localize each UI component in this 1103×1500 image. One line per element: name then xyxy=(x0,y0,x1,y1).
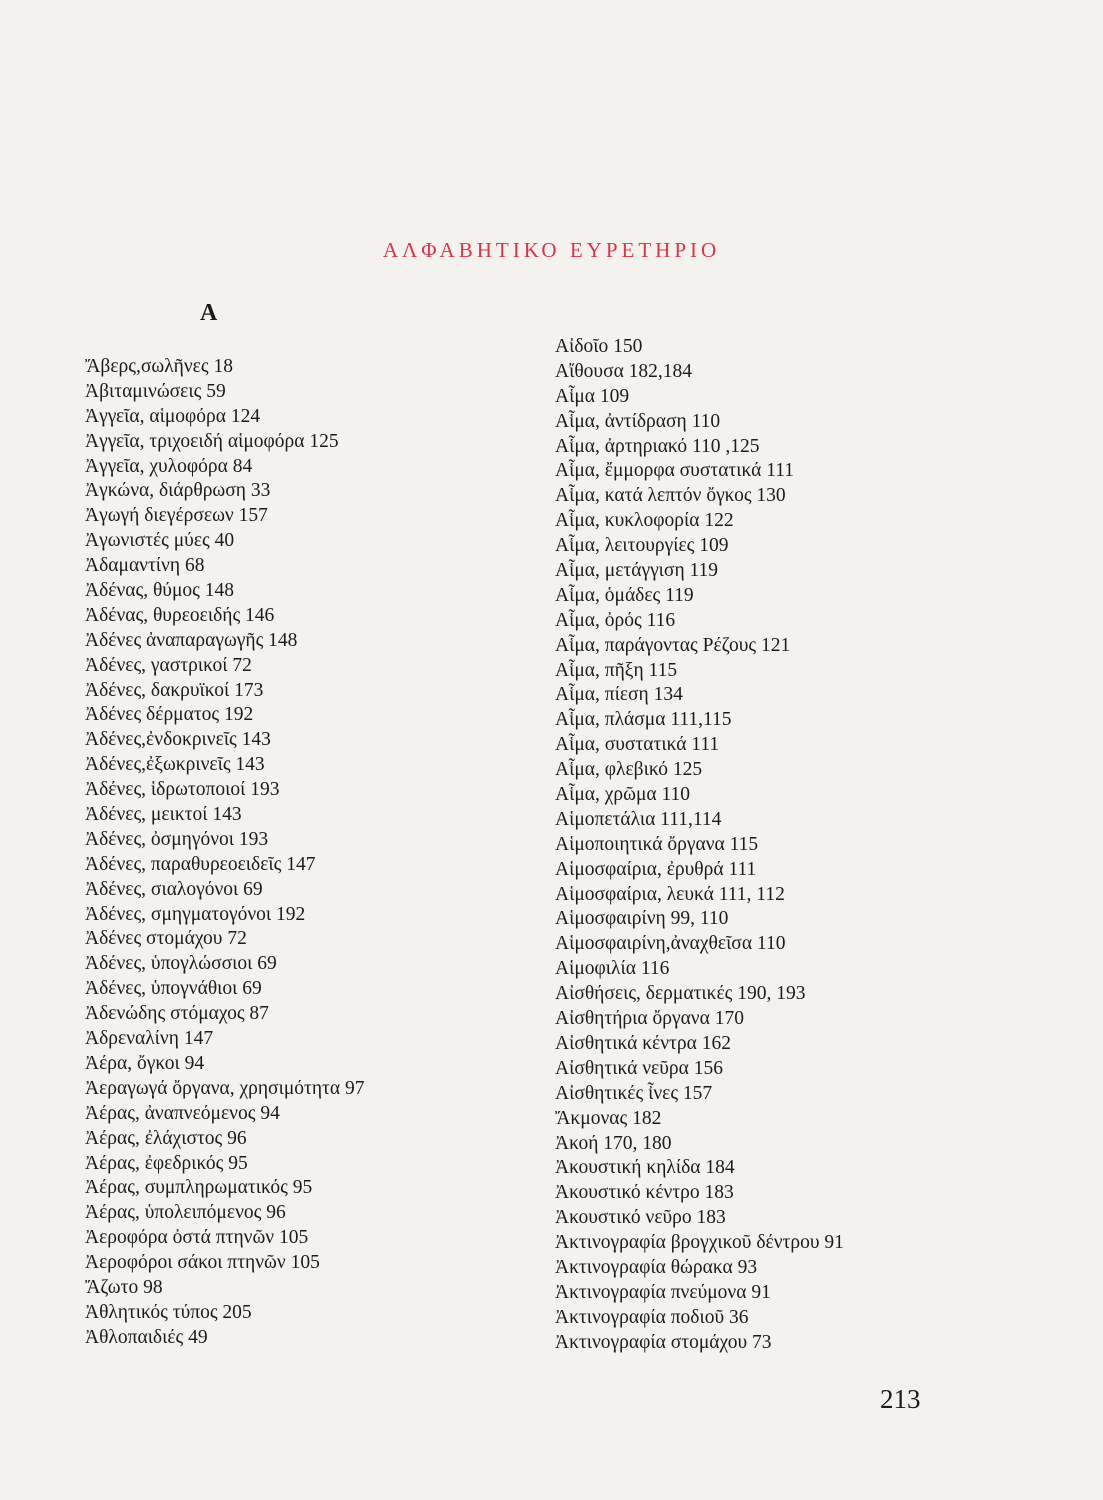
index-entry: Ἄκμονας 182 xyxy=(555,1107,662,1129)
index-entry: Ἀκτινογραφία στομάχου 73 xyxy=(555,1331,772,1353)
index-entry: Αἱμοπετάλια 111,114 xyxy=(555,808,722,830)
index-title: ΑΛΦΑΒΗΤΙΚΟ ΕΥΡΕΤΗΡΙΟ xyxy=(382,238,721,263)
index-entry: Ἀκουστικό κέντρο 183 xyxy=(555,1182,734,1204)
index-entry: Ἀεροφόροι σάκοι πτηνῶν 105 xyxy=(85,1252,320,1274)
index-entry: Αἷμα, παράγοντας Ρέζους 121 xyxy=(555,634,791,656)
index-entry: Αἷμα, συστατικά 111 xyxy=(555,734,720,756)
index-entry: Αἷμα, ἀντίδραση 110 xyxy=(555,410,721,432)
index-entry: Ἀθλητικός τύπος 205 xyxy=(85,1301,252,1323)
index-entry: Ἀδενώδης στόμαχος 87 xyxy=(85,1003,269,1025)
index-entry: Ἀγγεῖα, τριχοειδή αἱμοφόρα 125 xyxy=(85,430,339,452)
index-entry: Αἷμα, πλάσμα 111,115 xyxy=(555,709,732,731)
index-column-left xyxy=(85,355,364,1351)
page-number: 213 xyxy=(880,1384,921,1414)
index-entry: Ἀγγεῖα, χυλοφόρα 84 xyxy=(85,455,253,477)
index-entry: Αἰδοῖο 150 xyxy=(555,336,643,357)
index-entry: Ἀδένες, ὑπογνάθιοι 69 xyxy=(85,978,262,1000)
index-entry: Αἷμα, χρῶμα 110 xyxy=(555,784,691,806)
index-entry: Ἀδαμαντίνη 68 xyxy=(85,555,205,577)
index-column-right xyxy=(555,335,844,1356)
index-entry: Ἀδένες δέρματος 192 xyxy=(85,704,254,726)
index-entry: Αἷμα, μετάγγιση 119 xyxy=(555,560,719,582)
index-entry: Ἀδένες, ὑπογλώσσιοι 69 xyxy=(85,953,277,975)
index-entry: Ἀδένες, σιαλογόνοι 69 xyxy=(85,878,263,900)
index-entry: Ἀκτινογραφία πνεύμονα 91 xyxy=(555,1281,771,1303)
index-entry: Αἴθουσα 182,184 xyxy=(555,360,693,382)
index-entry: Ἀθλοπαιδιές 49 xyxy=(85,1326,208,1348)
index-entry: Ἀέρας, ἐλάχιστος 96 xyxy=(85,1127,247,1149)
index-entry: Ἄζωτο 98 xyxy=(85,1276,163,1298)
index-entry: Αἱμοσφαιρίνη 99, 110 xyxy=(555,908,729,930)
index-entry: Ἀδένες,ἐνδοκρινεῖς 143 xyxy=(85,729,271,751)
index-entry: Αἷμα, φλεβικό 125 xyxy=(555,759,703,781)
index-entry: Αἰσθητικά νεῦρα 156 xyxy=(555,1057,723,1079)
section-letter: A xyxy=(200,300,218,326)
index-entry: Ἀκοή 170, 180 xyxy=(555,1132,672,1154)
index-entry: Αἰσθητικά κέντρα 162 xyxy=(555,1032,731,1054)
index-entry: Ἀδένες, γαστρικοί 72 xyxy=(85,654,252,676)
index-entry: Ἀέρας, συμπληρωματικός 95 xyxy=(85,1177,313,1199)
index-entry: Αἷμα, ἀρτηριακό 110 ,125 xyxy=(555,435,760,457)
index-entry: Ἀκτινογραφία βρογχικοῦ δέντρου 91 xyxy=(555,1232,844,1254)
index-entry: Ἀδένες ἀναπαραγωγῆς 148 xyxy=(85,629,298,651)
index-entry: Ἀδένας, θύμος 148 xyxy=(85,580,235,602)
index-entry: Αἷμα, λειτουργίες 109 xyxy=(555,535,729,557)
index-entry: Ἀγωνιστές μύες 40 xyxy=(85,530,235,552)
index-entry: Αἷμα, ἔμμορφα συστατικά 111 xyxy=(555,460,795,482)
index-entry: Αἰσθητικές ἶνες 157 xyxy=(555,1082,713,1104)
index-entry: Αἰσθητήρια ὄργανα 170 xyxy=(555,1008,744,1030)
index-entry: Αἰσθήσεις, δερματικές 190, 193 xyxy=(555,983,806,1005)
index-entry: Ἀδένες, ὀσμηγόνοι 193 xyxy=(85,828,269,850)
index-entry: Ἀεραγωγά ὄργανα, χρησιμότητα 97 xyxy=(85,1077,365,1099)
index-entry: Ἀδένες, παραθυρεοειδεῖς 147 xyxy=(85,853,316,875)
index-entry: Αἱμοσφαιρίνη,ἀναχθεῖσα 110 xyxy=(555,933,786,955)
index-entry: Αἷμα, πῆξη 115 xyxy=(555,659,678,681)
index-entry: Ἀδένας, θυρεοειδής 146 xyxy=(85,604,275,626)
index-entry: Ἀέρας, ὑπολειπόμενος 96 xyxy=(85,1202,286,1224)
index-entry: Ἀδρεναλίνη 147 xyxy=(85,1028,214,1050)
index-entry: Ἀδένες, δακρυϊκοί 173 xyxy=(85,679,264,701)
index-entry: Ἀκουστικό νεῦρο 183 xyxy=(555,1207,726,1229)
index-entry: Ἀδένες,ἐξωκρινεῖς 143 xyxy=(85,754,265,776)
index-entry: Αἷμα, πίεση 134 xyxy=(555,684,683,706)
index-entry: Αἷμα 109 xyxy=(555,385,630,407)
index-entry: Ἀέρα, ὄγκοι 94 xyxy=(85,1052,205,1074)
index-entry: Αἱμοσφαίρια, ἐρυθρά 111 xyxy=(555,858,757,880)
index-entry: Ἀδένες, μεικτοί 143 xyxy=(85,804,242,826)
index-entry: Ἀεροφόρα ὀστά πτηνῶν 105 xyxy=(85,1227,309,1249)
index-entry: Ἄβερς,σωλῆνες 18 xyxy=(85,356,233,377)
index-entry: Ἀβιταμινώσεις 59 xyxy=(85,380,226,402)
index-entry: Ἀδένες, σμηγματογόνοι 192 xyxy=(85,903,306,925)
index-entry: Ἀγωγή διεγέρσεων 157 xyxy=(85,505,268,527)
index-entry: Ἀκτινογραφία ποδιοῦ 36 xyxy=(555,1306,749,1328)
index-entry: Ἀδένες, ἱδρωτοποιοί 193 xyxy=(85,779,280,801)
index-entry: Αἱμοσφαίρια, λευκά 111, 112 xyxy=(555,883,785,905)
index-entry: Αἷμα, κυκλοφορία 122 xyxy=(555,510,734,532)
index-entry: Ἀγκώνα, διάρθρωση 33 xyxy=(85,480,271,502)
index-entry: Αἱμοφιλία 116 xyxy=(555,958,670,980)
index-entry: Αἷμα, κατά λεπτόν ὄγκος 130 xyxy=(555,485,786,507)
index-entry: Ἀκουστική κηλίδα 184 xyxy=(555,1157,735,1179)
index-entry: Ἀγγεῖα, αἱμοφόρα 124 xyxy=(85,405,261,427)
index-entry: Ἀκτινογραφία θώρακα 93 xyxy=(555,1256,758,1278)
index-entry: Αἷμα, ὁμάδες 119 xyxy=(555,584,694,606)
index-entry: Ἀδένες στομάχου 72 xyxy=(85,928,247,950)
index-entry: Ἀέρας, ἐφεδρικός 95 xyxy=(85,1152,248,1174)
index-entry: Ἀέρας, ἀναπνεόμενος 94 xyxy=(85,1102,280,1124)
index-entry: Αἱμοποιητικά ὄργανα 115 xyxy=(555,833,759,855)
index-entry: Αἷμα, ὀρός 116 xyxy=(555,609,676,631)
